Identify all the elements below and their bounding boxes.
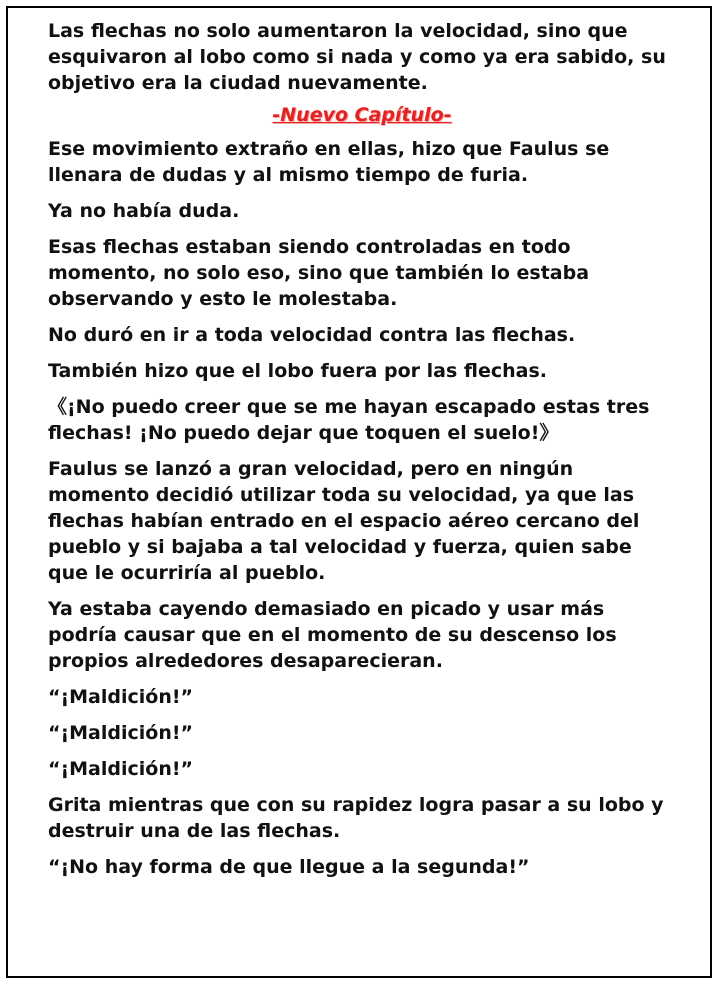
paragraph-8: Ya estaba cayendo demasiado en picado y usar más podría causar que en el momento de su descenso los propios alrededores desaparecieran. (48, 598, 617, 672)
chapter-heading: -Nuevo Capítulo- (272, 104, 452, 126)
paragraph-1: Ese movimiento extraño en ellas, hizo que Faulus se llenara de dudas y al mismo tiempo de furia. (48, 138, 610, 186)
paragraph-3: Esas flechas estaban siendo controladas en todo momento, no solo eso, sino que también lo estaba observando y esto le molestaba. (48, 236, 590, 310)
paragraph-10: “¡Maldición!” (48, 722, 194, 744)
paragraph-12: Grita mientras que con su rapidez logra pasar a su lobo y destruir una de las flechas. (48, 794, 664, 842)
paragraph-4: No duró en ir a toda velocidad contra las flechas. (48, 324, 576, 346)
paragraph-7: Faulus se lanzó a gran velocidad, pero en ningún momento decidió utilizar toda su velocidad, ya que las flechas habían entrado en el espacio aéreo cercano del pueblo y si bajaba a tal velocidad y fuerza, quien sabe que le ocurriría al pueblo. (48, 458, 640, 584)
paragraph-11: “¡Maldición!” (48, 758, 194, 780)
paragraph-9: “¡Maldición!” (48, 686, 194, 708)
document-body (48, 18, 676, 890)
paragraph-13: “¡No hay forma de que llegue a la segunda!” (48, 856, 530, 878)
intro-paragraph: Las flechas no solo aumentaron la velocidad, sino que esquivaron al lobo como si nada y como ya era sabido, su objetivo era la ciudad nuevamente. (48, 20, 666, 94)
paragraph-2: Ya no había duda. (48, 200, 240, 222)
paragraph-6: 《¡No puedo creer que se me hayan escapado estas tres flechas! ¡No puedo dejar que toquen el suelo!》 (48, 396, 650, 444)
paragraph-5: También hizo que el lobo fuera por las flechas. (48, 360, 548, 382)
